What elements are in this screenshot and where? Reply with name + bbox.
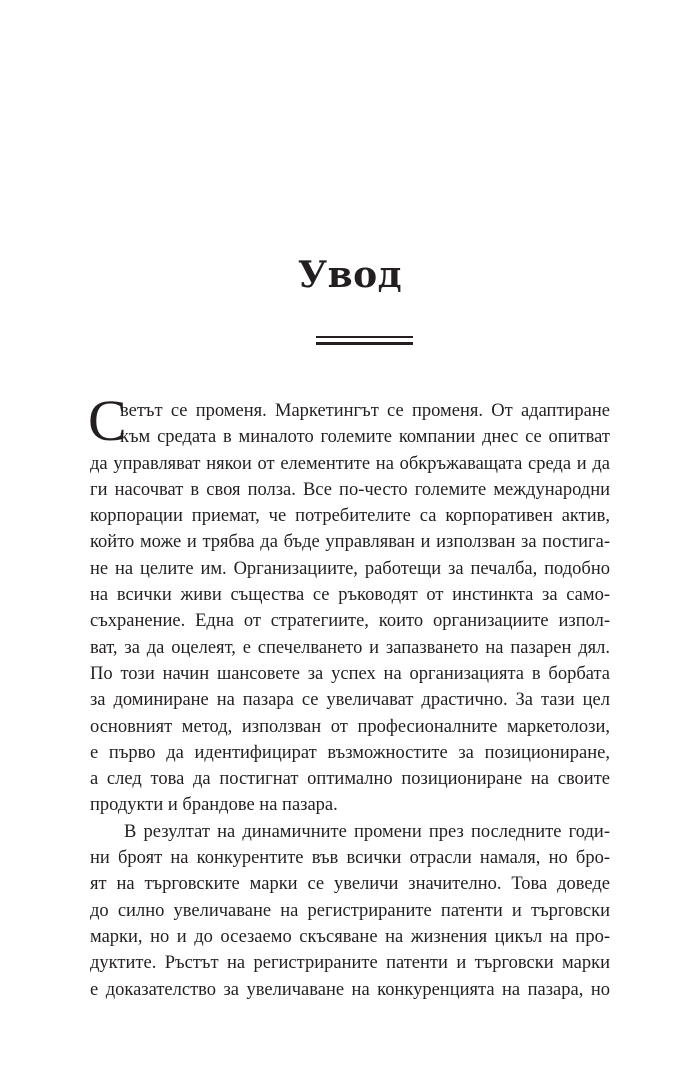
paragraph-line: е първо да идентифицират възможностите за позициониране,: [90, 742, 610, 763]
paragraph-line: В резултат на динамичните промени през последните годи-: [124, 821, 610, 842]
paragraph-line: дуктите. Ръстът на регистрираните патенти и търговски марки: [90, 953, 610, 974]
paragraph-line: до силно увеличаване на регистрираните патенти и търговски: [90, 900, 610, 921]
paragraph-line: към средата в миналото големите компании днес се опитват: [120, 427, 610, 448]
paragraph-line: ят на търговските марки се увеличи значително. Това доведе: [90, 874, 610, 895]
title-rule-thick: [316, 342, 413, 345]
paragraph-line: а след това да постигнат оптимално позициониране на своите: [90, 769, 610, 790]
drop-cap: С: [88, 388, 127, 453]
paragraph-line: продукти и брандове на пазара.: [90, 795, 338, 816]
paragraph-line: ги насочват в своя полза. Все по-често големите международни: [90, 479, 610, 500]
paragraph-line: за доминиране на пазара се увеличават драстично. За тази цел: [90, 690, 610, 711]
paragraph-line: съхранение. Една от стратегиите, които организациите изпол-: [90, 611, 610, 632]
chapter-title: Увод: [297, 254, 403, 296]
paragraph-line: да управляват някои от елементите на обкръжаващата среда и да: [90, 453, 610, 474]
paragraph-2: [90, 819, 610, 1003]
paragraph-line: на всички живи същества се ръководят от инстинкта за само-: [90, 585, 610, 606]
title-double-rule: [316, 336, 413, 345]
paragraph-line: е доказателство за увеличаване на конкуренцията на пазара, но: [90, 979, 610, 1000]
paragraph-line: ват, за да оцелеят, е спечелването и запазването на пазарен дял.: [90, 637, 610, 658]
paragraph-line: марки, но и до осезаемо скъсяване на жизнения цикъл на про-: [90, 926, 610, 947]
title-rule-thin: [316, 336, 413, 338]
paragraph-line: ни броят на конкурентите във всички отрасли намаля, но бро-: [90, 848, 610, 869]
paragraph-1: [88, 388, 610, 819]
paragraph-line: който може и трябва да бъде управляван и използван за постига-: [90, 532, 610, 553]
paragraph-line: основният метод, използван от професионалните маркетолози,: [90, 716, 610, 737]
paragraph-line: По този начин шансовете за успех на организацията в борбата: [90, 663, 610, 684]
paragraph-line: не на целите им. Организациите, работещи за печалба, подобно: [90, 558, 610, 579]
body-text: [88, 388, 610, 1003]
paragraph-line: ветът се променя. Маркетингът се променя. От адаптиране: [120, 401, 610, 421]
paragraph-line: корпорации приемат, че потребителите са корпоративен актив,: [90, 506, 610, 527]
